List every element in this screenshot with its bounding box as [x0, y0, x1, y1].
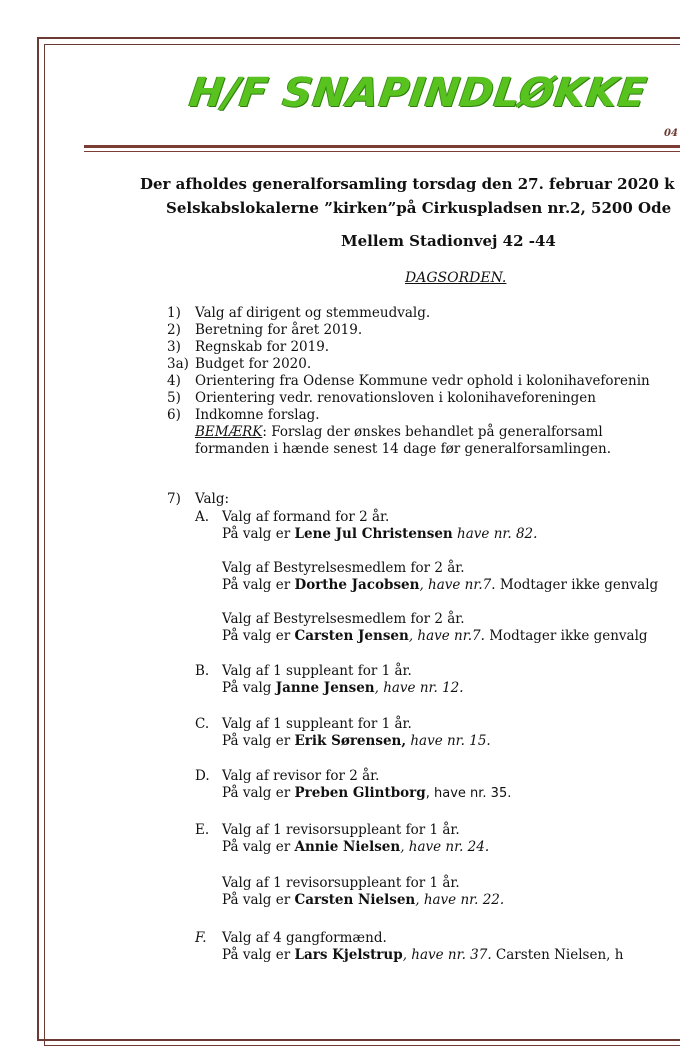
- election-line-prefix: På valg er: [222, 628, 295, 644]
- election-line-prefix: På valg er: [222, 785, 295, 801]
- election-line: Valg af revisor for 2 år.: [222, 768, 380, 784]
- election-line: Valg af 1 suppleant for 1 år.: [222, 663, 412, 679]
- announcement-line-1: Der afholdes generalforsamling torsdag den 27. februar 2020 k: [140, 175, 675, 193]
- election-line-prefix: På valg er: [222, 526, 295, 542]
- election-remark: Modtager ikke genvalg: [495, 577, 659, 593]
- agenda-item-text: Regnskab for 2019.: [195, 339, 330, 355]
- agenda-item: [167, 407, 650, 424]
- announcement-line-2: Selskabslokalerne ”kirken”på Cirkuspladsen nr.2, 5200 Ode: [166, 199, 672, 217]
- agenda-item-number: 6): [167, 407, 181, 423]
- election-line: Valg af 1 suppleant for 1 år.: [222, 716, 412, 732]
- election-line: Valg af formand for 2 år.: [222, 509, 390, 525]
- garden-number: , have nr. 24.: [400, 839, 490, 855]
- agenda-item: [167, 390, 650, 407]
- candidate-name: Dorthe Jacobsen: [294, 577, 420, 593]
- election-remark: Carsten Nielsen, h: [491, 947, 624, 963]
- election-section-f: [195, 930, 623, 964]
- election-line: Valg af 1 revisorsuppleant for 1 år.: [222, 822, 460, 838]
- election-section-d: [195, 768, 511, 802]
- election-section-c: [195, 716, 491, 750]
- election-line: Valg af Bestyrelsesmedlem for 2 år.: [222, 611, 465, 627]
- candidate-name: Preben Glintborg: [294, 785, 426, 801]
- meeting-announcement: [140, 172, 675, 220]
- agenda-title: DAGSORDEN.: [405, 270, 507, 286]
- agenda-item-text: Orientering fra Odense Kommune vedr ophold i kolonihaveforenin: [195, 373, 650, 389]
- proposal-note: [167, 424, 650, 441]
- agenda-item-text: Orientering vedr. renovationsloven i kolonihaveforeningen: [195, 390, 596, 406]
- proposal-note-line-2: formanden i hænde senest 14 dage før generalforsamlingen.: [195, 441, 611, 457]
- garden-number: , have nr.7.: [419, 577, 496, 593]
- garden-number: , have nr. 37.: [402, 947, 492, 963]
- candidate-name: Lene Jul Christensen: [294, 526, 453, 542]
- election-line-prefix: På valg er: [222, 839, 295, 855]
- election-section-a: [195, 509, 658, 645]
- note-label: BEMÆRK: [195, 424, 263, 440]
- agenda-item-number: 2): [167, 322, 181, 338]
- election-section-b: [195, 663, 464, 697]
- section-letter: C.: [195, 716, 210, 732]
- garden-number: have nr. 15.: [406, 733, 491, 749]
- header-rule-thin: [84, 151, 680, 152]
- candidate-name: Erik Sørensen,: [294, 733, 407, 749]
- agenda-item-text: Valg af dirigent og stemmeudvalg.: [195, 305, 431, 321]
- election-number: 7): [167, 491, 181, 507]
- header-code: 04: [664, 128, 678, 139]
- association-title: H/F SNAPINDLØKKE: [186, 70, 651, 116]
- election-line-prefix: På valg er: [222, 733, 295, 749]
- section-letter: A.: [195, 509, 210, 525]
- election-line-prefix: På valg er: [222, 947, 295, 963]
- agenda-item: [167, 322, 650, 339]
- garden-number: , have nr. 35.: [425, 786, 512, 801]
- section-letter: D.: [195, 768, 210, 784]
- candidate-name: Janne Jensen: [275, 680, 375, 696]
- garden-number: have nr. 82.: [452, 526, 538, 542]
- candidate-name: Carsten Jensen: [294, 628, 409, 644]
- election-remark: Modtager ikke genvalg: [484, 628, 648, 644]
- agenda-item-text: Budget for 2020.: [195, 356, 312, 372]
- election-line: Valg af Bestyrelsesmedlem for 2 år.: [222, 560, 465, 576]
- garden-number: , have nr. 22.: [415, 892, 505, 908]
- garden-number: , have nr.7.: [408, 628, 485, 644]
- agenda-list: [167, 305, 650, 458]
- election-line: Valg af 1 revisorsuppleant for 1 år.: [222, 875, 460, 891]
- section-letter: F.: [195, 930, 207, 946]
- header-rule-thick: [84, 145, 680, 148]
- agenda-item-text: Indkomne forslag.: [195, 407, 320, 423]
- election-line-prefix: På valg er: [222, 577, 295, 593]
- agenda-item: [167, 305, 650, 322]
- election-section-e: [195, 822, 504, 909]
- election-line-prefix: På valg: [222, 680, 276, 696]
- agenda-item-number: 3a): [167, 356, 189, 372]
- agenda-item: [167, 339, 650, 356]
- candidate-name: Annie Nielsen: [294, 839, 401, 855]
- agenda-item-number: 1): [167, 305, 181, 321]
- agenda-item: [167, 356, 650, 373]
- election-label: Valg:: [195, 491, 230, 507]
- election-heading: [167, 491, 229, 508]
- candidate-name: Lars Kjelstrup: [294, 947, 403, 963]
- election-line: Valg af 4 gangformænd.: [222, 930, 387, 946]
- agenda-item-number: 4): [167, 373, 181, 389]
- note-text: : Forslag der ønskes behandlet på generalforsaml: [262, 424, 603, 440]
- garden-number: , have nr. 12.: [374, 680, 464, 696]
- election-line-prefix: På valg er: [222, 892, 295, 908]
- candidate-name: Carsten Nielsen: [294, 892, 416, 908]
- meeting-place: Mellem Stadionvej 42 -44: [341, 232, 556, 250]
- agenda-item-number: 5): [167, 390, 181, 406]
- agenda-item-text: Beretning for året 2019.: [195, 322, 363, 338]
- agenda-item-number: 3): [167, 339, 181, 355]
- section-letter: B.: [195, 663, 210, 679]
- section-letter: E.: [195, 822, 210, 838]
- agenda-item: [167, 373, 650, 390]
